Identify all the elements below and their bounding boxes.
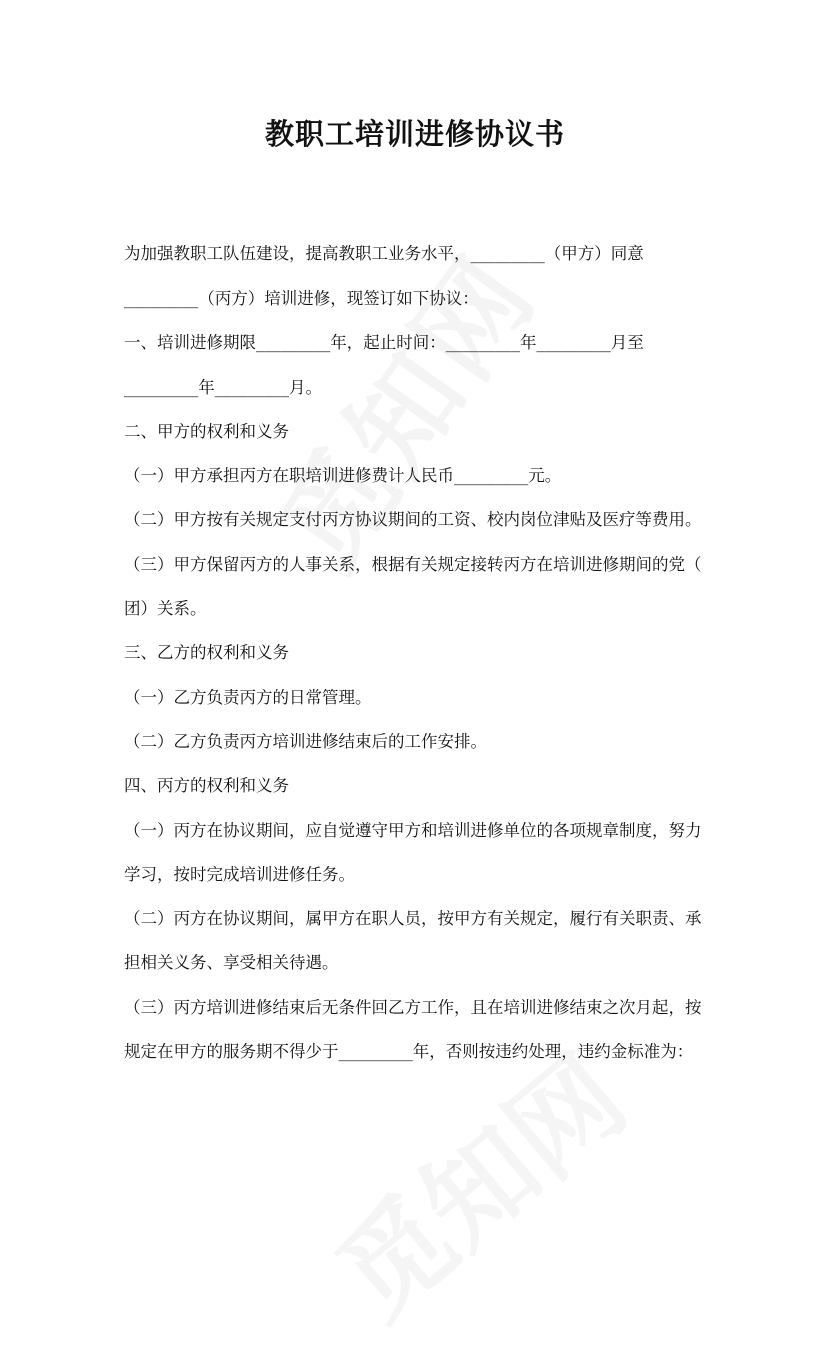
- paragraph-line: 规定在甲方的服务期不得少于_________年，否则按违约处理，违约金标准为：: [124, 1042, 694, 1061]
- section-heading: 四、丙方的权利和义务: [124, 776, 289, 795]
- paragraph-line: （二）丙方在协议期间，属甲方在职人员，按甲方有关规定，履行有关职责、承: [124, 909, 702, 928]
- paragraph-line: （三）甲方保留丙方的人事关系，根据有关规定接转丙方在培训进修期间的党（: [124, 555, 702, 574]
- paragraph-line: 学习，按时完成培训进修任务。: [124, 865, 355, 884]
- paragraph-line: （二）甲方按有关规定支付丙方协议期间的工资、校内岗位津贴及医疗等费用。: [124, 510, 702, 529]
- paragraph-line: （一）甲方承担丙方在职培训进修费计人民币_________元。: [124, 466, 562, 485]
- paragraph-line: _________年_________月。: [124, 378, 322, 397]
- paragraph-line: 担相关义务、享受相关待遇。: [124, 953, 339, 972]
- paragraph-line: _________（丙方）培训进修，现签订如下协议：: [124, 289, 479, 308]
- section-heading: 三、乙方的权利和义务: [124, 643, 289, 662]
- paragraph-line: （三）丙方培训进修结束后无条件回乙方工作，且在培训进修结束之次月起，按: [124, 998, 702, 1017]
- paragraph-line: （一）丙方在协议期间，应自觉遵守甲方和培训进修单位的各项规章制度，努力: [124, 821, 702, 840]
- watermark-bottom: [299, 969, 702, 1341]
- section-heading: 二、甲方的权利和义务: [124, 422, 289, 441]
- document-title: 教职工培训进修协议书: [264, 117, 565, 151]
- paragraph-line: 一、培训进修期限_________年，起止时间：_________年_________月至: [124, 333, 644, 352]
- paragraph-line: 为加强教职工队伍建设，提高教职工业务水平，_________（甲方）同意: [124, 244, 644, 263]
- paragraph-line: （一）乙方负责丙方的日常管理。: [124, 688, 372, 707]
- paragraph-line: （二）乙方负责丙方培训进修结束后的工作安排。: [124, 732, 487, 751]
- paragraph-line: 团）关系。: [124, 599, 207, 618]
